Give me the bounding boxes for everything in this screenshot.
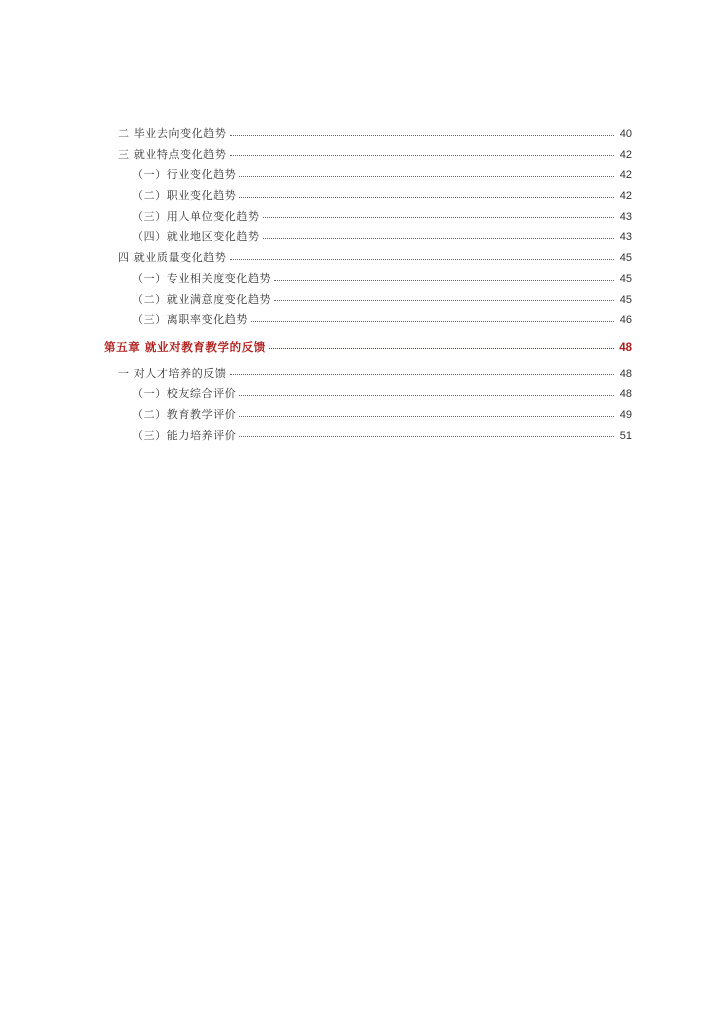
toc-entry-page: 45 xyxy=(619,252,632,265)
toc-dot-leader xyxy=(230,373,615,375)
toc-entry[interactable] xyxy=(104,405,632,426)
toc-dot-leader xyxy=(230,258,615,260)
toc-entry-page: 42 xyxy=(619,148,632,161)
toc-entry-page: 43 xyxy=(619,210,632,223)
toc-entry[interactable] xyxy=(104,426,632,447)
toc-entry[interactable] xyxy=(104,186,632,207)
toc-entry[interactable] xyxy=(104,145,632,166)
toc-entry-title: （四）就业地区变化趋势 xyxy=(132,230,260,244)
toc-dot-leader xyxy=(230,134,615,136)
toc-entry-page: 46 xyxy=(619,314,632,327)
toc-dot-leader xyxy=(239,415,614,417)
toc-entry-title: （二）职业变化趋势 xyxy=(132,189,237,203)
toc-entry-page: 45 xyxy=(619,272,632,285)
table-of-contents xyxy=(104,124,632,446)
toc-entry-page: 40 xyxy=(619,128,632,140)
toc-entry-title: （二）教育教学评价 xyxy=(132,407,237,421)
toc-entry-title: （一）校友综合评价 xyxy=(132,387,237,401)
toc-entry-page: 51 xyxy=(619,429,632,442)
toc-dot-leader xyxy=(239,196,614,198)
toc-dot-leader xyxy=(269,347,614,349)
toc-entry-page: 48 xyxy=(619,388,632,401)
toc-entry[interactable] xyxy=(104,310,632,331)
toc-entry[interactable] xyxy=(104,124,632,145)
toc-entry[interactable] xyxy=(104,290,632,311)
toc-entry[interactable] xyxy=(104,165,632,186)
toc-entry[interactable] xyxy=(104,269,632,290)
toc-chapter-title: 第五章 就业对教育教学的反馈 xyxy=(104,339,266,354)
toc-entry-page: 49 xyxy=(619,408,632,421)
toc-entry-title: 一 对人才培养的反馈 xyxy=(118,366,227,380)
toc-dot-leader xyxy=(239,175,614,177)
toc-entry-title: （三）用人单位变化趋势 xyxy=(132,209,260,223)
toc-dot-leader xyxy=(230,154,615,156)
toc-entry-page: 42 xyxy=(619,169,632,182)
toc-entry[interactable] xyxy=(104,207,632,228)
toc-entry-title: 四 就业质量变化趋势 xyxy=(118,251,227,265)
toc-entry-title: 三 就业特点变化趋势 xyxy=(118,147,227,161)
toc-entry-page: 45 xyxy=(619,293,632,306)
toc-entry-title: （一）专业相关度变化趋势 xyxy=(132,271,272,285)
toc-entry-page: 42 xyxy=(619,190,632,203)
toc-entry-title: （二）就业满意度变化趋势 xyxy=(132,292,272,306)
toc-dot-leader xyxy=(274,299,614,301)
toc-dot-leader xyxy=(239,394,614,396)
toc-dot-leader xyxy=(251,320,614,322)
toc-entry-title: （一）行业变化趋势 xyxy=(132,168,237,182)
toc-dot-leader xyxy=(263,216,614,218)
toc-entry[interactable] xyxy=(104,248,632,269)
toc-entry-title: （三）能力培养评价 xyxy=(132,428,237,442)
toc-entry-title: （三）离职率变化趋势 xyxy=(132,313,248,327)
toc-chapter-page: 48 xyxy=(619,341,632,354)
toc-dot-leader xyxy=(239,435,614,437)
toc-entry[interactable] xyxy=(104,384,632,405)
toc-entry[interactable] xyxy=(104,364,632,385)
toc-entry[interactable] xyxy=(104,227,632,248)
toc-entry-page: 43 xyxy=(619,231,632,244)
toc-dot-leader xyxy=(274,279,614,281)
toc-chapter-entry[interactable] xyxy=(104,337,632,358)
toc-dot-leader xyxy=(263,237,614,239)
toc-entry-title: 二 毕业去向变化趋势 xyxy=(118,127,227,140)
toc-entry-page: 48 xyxy=(619,367,632,380)
